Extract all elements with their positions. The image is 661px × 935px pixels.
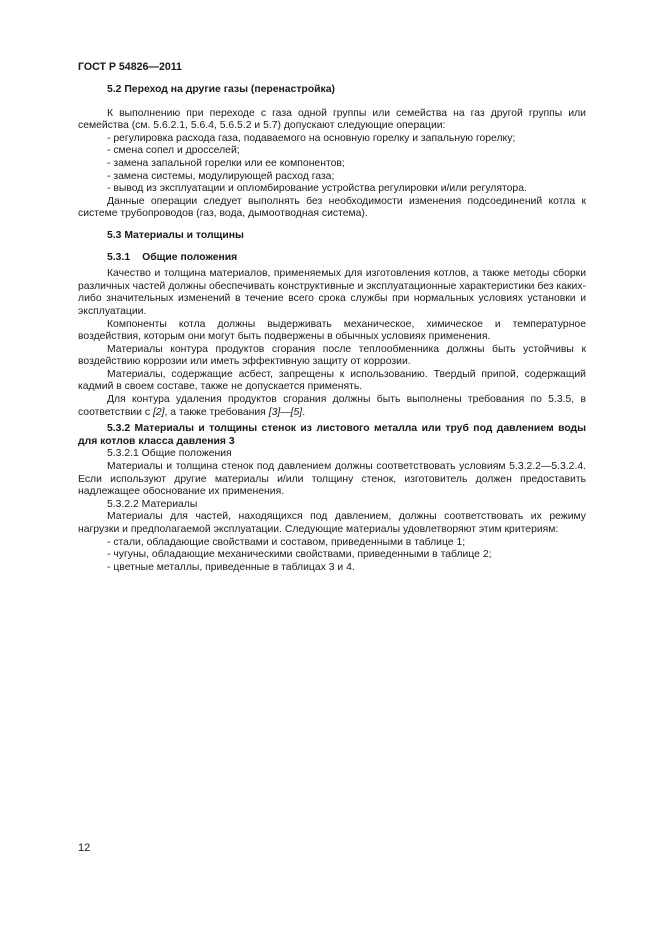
paragraph: Материалы, содержащие асбест, запрещены к использованию. Твердый припой, содержащий кадмий в своем составе, также не допускается применять. xyxy=(78,368,586,393)
list-item: - вывод из эксплуатации и опломбирование устройства регулировки и/или регулятора. xyxy=(107,183,527,195)
page-content xyxy=(78,84,586,574)
section-number: 5.3.2.1 xyxy=(107,448,139,460)
section-number: 5.3.2.2 xyxy=(107,498,139,510)
section-5-2-note: Данные операции следует выполнять без необходимости изменения подсоединений котла к системе трубопроводов (газ, вода, дымоотводная система). xyxy=(78,195,586,220)
section-title: Переход на другие газы (перенастройка) xyxy=(124,84,335,95)
section-number: 5.3.1 xyxy=(107,251,131,263)
list-item: - замена запальной горелки или ее компонентов; xyxy=(107,157,345,169)
section-number: 5.3 xyxy=(107,229,122,241)
section-5-2-heading xyxy=(78,84,586,97)
section-5-3-2-2-heading xyxy=(78,499,586,512)
paragraph-text: . xyxy=(302,406,306,418)
section-5-3-heading xyxy=(78,230,586,243)
section-title: Общие положения xyxy=(141,448,232,460)
section-number: 5.2 xyxy=(107,84,122,95)
paragraph: Качество и толщина материалов, применяемых для изготовления котлов, а также методы сборки различных частей должны обеспечивать конструктивные и эксплуатационные характеристики без каких-либо значительных изменений в течение всего срока службы при нормальных условиях установки и эксплуатации. xyxy=(78,268,586,317)
list-item: - цветные металлы, приведенные в таблицах 3 и 4. xyxy=(107,561,355,573)
document-header: ГОСТ Р 54826—2011 xyxy=(78,61,182,73)
reference-link: [3]—[5] xyxy=(268,406,303,418)
section-title: Материалы и толщины xyxy=(124,229,244,241)
list-item: - замена системы, модулирующей расход газа; xyxy=(107,170,335,182)
reference-link: [2] xyxy=(152,406,165,418)
section-5-3-2-1-heading xyxy=(78,448,586,461)
list-item: - чугуны, обладающие механическими свойствами, приведенными в таблице 2; xyxy=(107,549,492,561)
list-item: - регулировка расхода газа, подаваемого на основную горелку и запальную горелку; xyxy=(107,132,516,144)
section-title: Общие положения xyxy=(142,251,238,263)
section-5-3-1-heading xyxy=(78,252,586,265)
section-number: 5.3.2 xyxy=(107,423,131,435)
paragraph: Материалы для частей, находящихся под давлением, должны соответствовать их режиму нагрузки и предполагаемой эксплуатации. Следующие материалы удовлетворяют этим критериям: xyxy=(78,511,586,535)
paragraph-combustion-requirements xyxy=(78,394,586,419)
paragraph: Компоненты котла должны выдерживать механическое, химическое и температурное воздействия, которым они могут быть подвержены в обычных условиях применения. xyxy=(78,318,586,343)
paragraph: Материалы и толщина стенок под давлением должны соответствовать условиям 5.3.2.2—5.3.2.4. Если используют другие материалы и/или толщину стенок, изготовитель должен предоставить надлежащее обоснование их применения. xyxy=(78,461,586,498)
list-item: - стали, обладающие свойствами и составом, приведенными в таблице 1; xyxy=(107,536,466,548)
list-item: - смена сопел и дросселей; xyxy=(107,145,240,157)
page-number: 12 xyxy=(78,842,91,854)
section-5-2-intro: К выполнению при переходе с газа одной группы или семейства на газ другой группы или семейства (см. 5.6.2.1, 5.6.4, 5.6.5.2 и 5.7) допускают следующие операции: xyxy=(78,107,586,132)
section-5-3-2-heading xyxy=(78,423,586,448)
section-title: Материалы xyxy=(141,498,198,510)
paragraph: Материалы контура продуктов сгорания после теплообменника должны быть устойчивы к воздействию коррозии или иметь эффективную защиту от коррозии. xyxy=(78,343,586,368)
paragraph-text: Для контура удаления продуктов сгорания должны быть выполнены требования по 5.3.5, в соответствии с xyxy=(78,394,586,418)
section-title: Материалы и толщины стенок из листового металла или труб под давлением воды для котлов класса давления 3 xyxy=(78,423,586,447)
paragraph-text: , а также требования xyxy=(164,406,269,418)
